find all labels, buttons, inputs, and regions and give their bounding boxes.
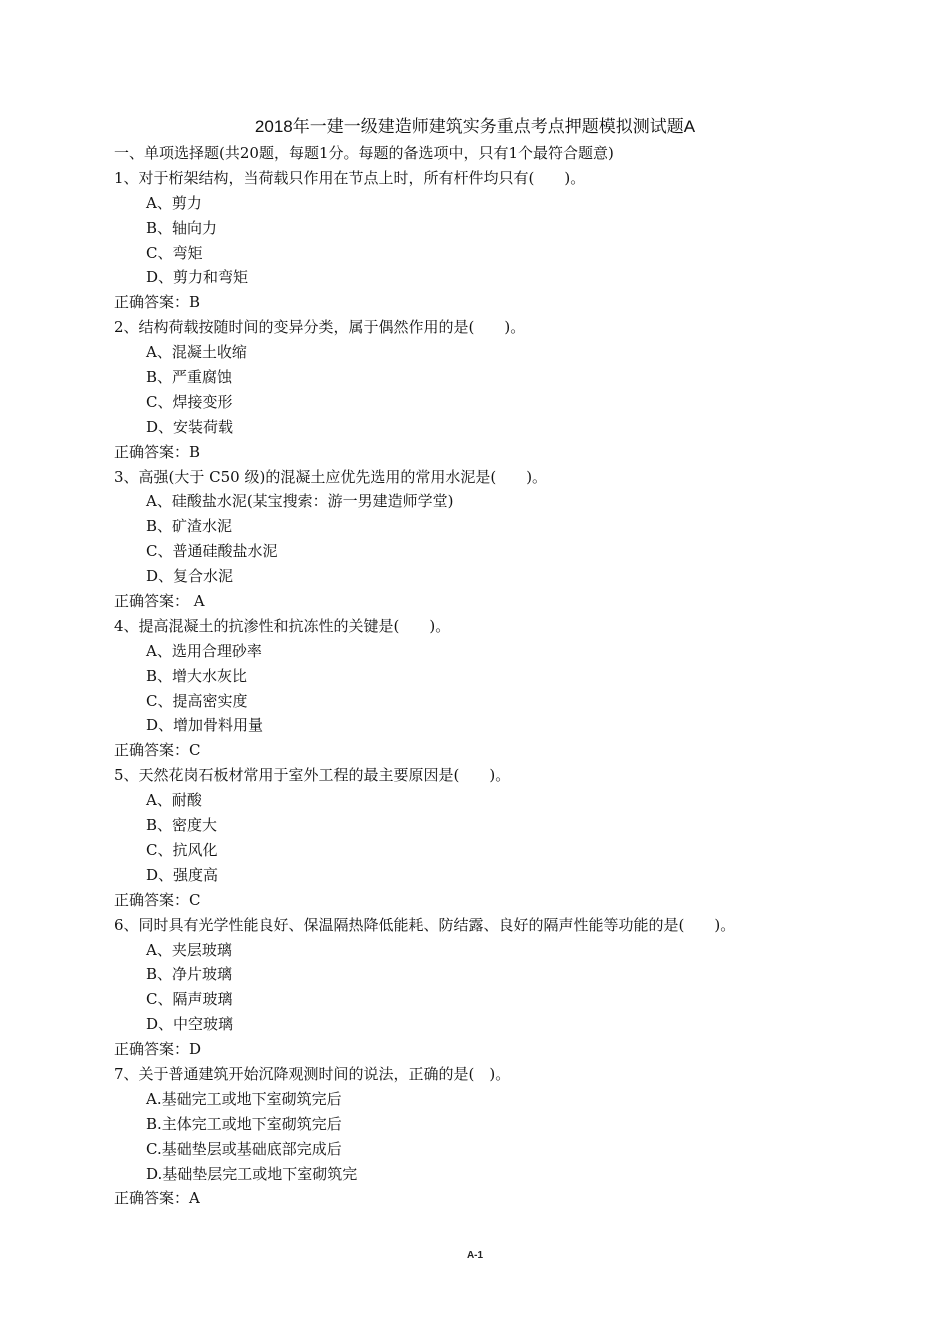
page-number: A-1	[466, 1250, 484, 1261]
question-2	[114, 315, 914, 464]
option-b: B、矿渣水泥	[146, 517, 233, 536]
question-stem: 6、同时具有光学性能良好、保温隔热降低能耗、防结露、良好的隔声性能等功能的是( )。	[114, 915, 736, 934]
question-3	[114, 465, 914, 614]
question-stem: 4、提高混凝土的抗渗性和抗冻性的关键是( )。	[114, 616, 451, 635]
correct-answer: 正确答案： A	[114, 592, 205, 611]
document-body	[114, 141, 914, 1211]
option-a: A.基础完工或地下室砌筑完后	[146, 1089, 342, 1108]
question-1	[114, 166, 914, 315]
option-a: A、硅酸盐水泥(某宝搜索：游一男建造师学堂)	[146, 492, 454, 511]
question-6	[114, 913, 914, 1062]
option-a: A、混凝土收缩	[146, 343, 247, 362]
question-stem: 7、关于普通建筑开始沉降观测时间的说法，正确的是( )。	[114, 1064, 511, 1083]
correct-answer: 正确答案：B	[114, 442, 201, 461]
option-d: D.基础垫层完工或地下室砌筑完	[146, 1164, 358, 1183]
option-a: A、耐酸	[146, 791, 202, 810]
question-stem: 1、对于桁架结构，当荷载只作用在节点上时，所有杆件均只有( )。	[114, 168, 586, 187]
question-stem: 5、天然花岗石板材常用于室外工程的最主要原因是( )。	[114, 766, 511, 785]
correct-answer: 正确答案：D	[114, 1040, 202, 1059]
option-b: B、净片玻璃	[146, 965, 233, 984]
option-c: C、隔声玻璃	[146, 990, 233, 1009]
question-stem: 3、高强(大于 C50 级)的混凝土应优先选用的常用水泥是( )。	[114, 467, 548, 486]
option-a: A、剪力	[146, 193, 202, 212]
option-b: B、增大水灰比	[146, 666, 248, 685]
correct-answer: 正确答案：C	[114, 741, 201, 760]
document-title: 2018年一建一级建造师建筑实务重点考点押题模拟测试题A	[254, 117, 696, 136]
option-c: C.基础垫层或基础底部完成后	[146, 1139, 342, 1158]
option-c: C、弯矩	[146, 243, 203, 262]
correct-answer: 正确答案：A	[114, 1189, 200, 1208]
correct-answer: 正确答案：B	[114, 293, 201, 312]
option-c: C、提高密实度	[146, 691, 248, 710]
option-d: D、剪力和弯矩	[146, 268, 249, 287]
option-d: D、强度高	[146, 865, 219, 884]
option-b: B.主体完工或地下室砌筑完后	[146, 1114, 342, 1133]
option-d: D、复合水泥	[146, 567, 234, 586]
section-heading: 一、单项选择题(共20题，每题1分。每题的备选项中，只有1个最符合题意)	[114, 144, 614, 162]
option-c: C、抗风化	[146, 840, 218, 859]
correct-answer: 正确答案：C	[114, 890, 201, 909]
option-d: D、中空玻璃	[146, 1015, 234, 1034]
option-a: A、夹层玻璃	[146, 940, 232, 959]
question-4	[114, 614, 914, 763]
option-d: D、安装荷载	[146, 417, 234, 436]
option-d: D、增加骨料用量	[146, 716, 264, 735]
option-a: A、选用合理砂率	[146, 641, 262, 660]
question-stem: 2、结构荷载按随时间的变异分类，属于偶然作用的是( )。	[114, 318, 526, 337]
option-b: B、严重腐蚀	[146, 368, 233, 387]
question-5	[114, 763, 914, 912]
option-b: B、密度大	[146, 816, 218, 835]
question-7	[114, 1062, 914, 1211]
option-b: B、轴向力	[146, 218, 218, 237]
option-c: C、普通硅酸盐水泥	[146, 542, 278, 561]
option-c: C、焊接变形	[146, 392, 233, 411]
